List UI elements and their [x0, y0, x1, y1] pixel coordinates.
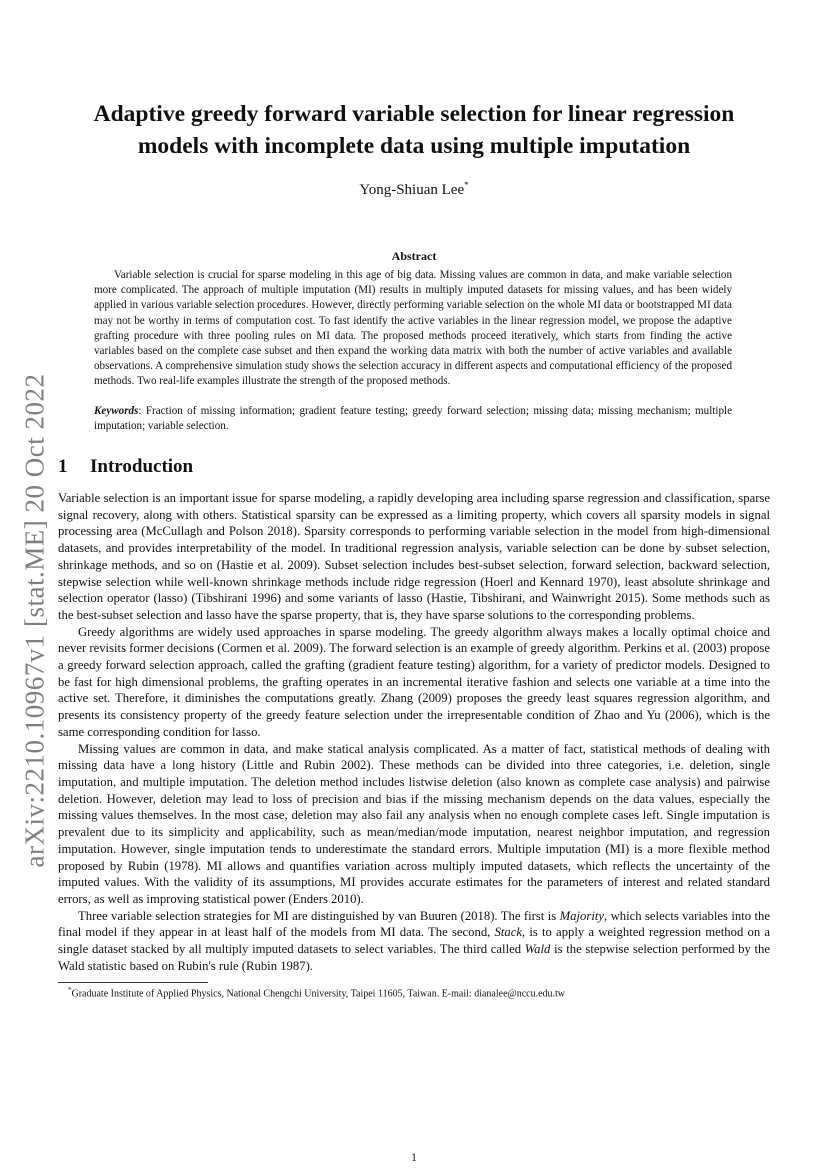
- keywords-label: Keywords: [94, 404, 139, 417]
- footnote-text: Graduate Institute of Applied Physics, National Chengchi University, Taipei 11605, Taiwan. E-mail: dianalee@nccu.edu.tw: [71, 988, 566, 1000]
- term-stack: Stack: [494, 925, 523, 940]
- paragraph-4-part-a: Three variable selection strategies for MI are distinguished by van Buuren (2018). The first is: [78, 908, 560, 923]
- keywords: [94, 404, 732, 434]
- paragraph-4: [58, 908, 770, 975]
- abstract-text: Variable selection is crucial for sparse modeling in this age of big data. Missing values are common in data, and make variable selection more complicated. The approach of multiple imputation (MI) results in multiply imputed datasets for missing values, and has been widely applied in various variable selection procedures. However, directly performing variable selection on the whole MI data or bootstrapped MI data may not be worthy in terms of computation cost. To fast identify the active variables in the linear regression model, we propose the adaptive grafting procedure with three pooling rules on MI data. The proposed methods proceed iteratively, which starts from finding the active variables based on the complete case subset and then expand the working data matrix with both the number of active variables and available observations. A comprehensive simulation study shows the selection accuracy in different aspects and computational efficiency of the proposed methods. Two real-life examples illustrate the strength of the proposed methods.: [94, 269, 732, 388]
- paragraph-3: Missing values are common in data, and make statical analysis complicated. As a matter of fact, statistical methods of dealing with missing data have a long history (Little and Rubin 2002). These methods can be divided into three categories, i.e. deletion, single imputation, and multiple imputation. The deletion method includes listwise deletion (also known as complete case analysis) and pairwise deletion. However, deletion may lead to loss of precision and bias if the missing mechanism depends on the data values, especially the missing values themselves. In the most case, deletion may also fail any analysis when no enough complete cases left. Single imputation is prevalent due to its simplicity and applicability, such as mean/median/mode imputation, nearest neighbor imputation, and regression imputation. However, single imputation tends to underestimate the standard errors. Multiple imputation (MI) is a more flexible method proposed by Rubin (1978). MI allows and quantifies variation across multiply imputed datasets, which reflects the uncertainty of the imputed values. With the validity of its assumptions, MI provides accurate estimates for the parameters of interest and related standard errors, as well as improving statistical power (Enders 2010).: [58, 741, 770, 906]
- abstract-heading: Abstract: [391, 249, 437, 263]
- page-number: 1: [411, 1150, 417, 1164]
- paper-page: [58, 98, 770, 1000]
- author-footnote-mark: *: [464, 180, 469, 190]
- paragraph-4-part-c: , is to apply a weighted regression method on a single dataset stacked by all multiply imputed datasets to select variables. The third called: [58, 925, 770, 957]
- paragraph-1: Variable selection is an important issue for sparse modeling, a rapidly developing area including sparse regression and classification, sparse signal recovery, along with others. Statistical sparsity can be expressed as a limiting property, which covers all sparsity models in signal processing area (McCullagh and Polson 2018). Sparsity corresponds to performing variable selection in the model from high-dimensional datasets, and provides interpretability of the model. In traditional regression analysis, variable selection can be done by subset selection, shrinkage methods, and so on (Hastie et al. 2009). Subset selection includes best-subset selection, forward selection, backward selection, stepwise selection while well-known shrinkage methods include ridge regression (Hoerl and Kennard 1970), least absolute shrinkage and selection operator (lasso) (Tibshirani 1996) and some variants of lasso (Hastie, Tibshirani, and Wainwright 2015). Some methods such as the best-subset selection and lasso have the sparse property, that is, they have sparse solutions to the corresponding problems.: [58, 491, 770, 622]
- author-name: Yong-Shiuan Lee: [359, 182, 465, 198]
- paragraph-4-part-b: , which selects variables into the final model if they appear in at least half of the models from MI data. The second,: [58, 908, 771, 940]
- paragraph-4-part-d: is the stepwise selection performed by the Wald statistic based on Rubin's rule (Rubin 1987).: [58, 942, 770, 973]
- footnote: [68, 986, 770, 999]
- term-majority: Majority: [559, 908, 604, 923]
- term-wald: Wald: [524, 942, 551, 957]
- paper-title: Adaptive greedy forward variable selection for linear regression models with incomplete data using multiple imputation: [93, 101, 735, 159]
- author-line: [58, 180, 770, 199]
- paragraph-2: Greedy algorithms are widely used approaches in sparse modeling. The greedy algorithm always makes a locally optimal choice and never revisits former decisions (Cormen et al. 2009). The forward selection is an example of greedy algorithm. Perkins et al. (2003) propose a greedy forward selection approach, called the grafting (gradient feature testing) algorithm, for a variety of predictor models. Designed to be fast for high dimensional problems, the grafting operates in an incremental iterative fashion and selects one variable at a time into the active set. Therefore, it diminishes the computations greatly. Zhang (2009) proposes the greedy least squares regression algorithm, and presents its consistency property of the greedy feature selection under the irrepresentable condition of Zhao and Yu (2006), which is the same corresponding condition for lasso.: [58, 624, 770, 739]
- section-title: Introduction: [90, 456, 194, 478]
- section-body: [58, 490, 770, 974]
- arxiv-identifier: [4, 360, 66, 880]
- arxiv-identifier-text: arXiv:2210.10967v1 [stat.ME] 20 Oct 2022: [19, 373, 50, 867]
- footnote-rule: [58, 982, 208, 983]
- keywords-list: : Fraction of missing information; gradient feature testing; greedy forward selection; missing data; missing mechanism; multiple imputation; variable selection.: [94, 404, 732, 432]
- section-number: 1: [58, 456, 68, 478]
- footnote-mark: *: [68, 986, 72, 995]
- section-heading: [58, 456, 770, 478]
